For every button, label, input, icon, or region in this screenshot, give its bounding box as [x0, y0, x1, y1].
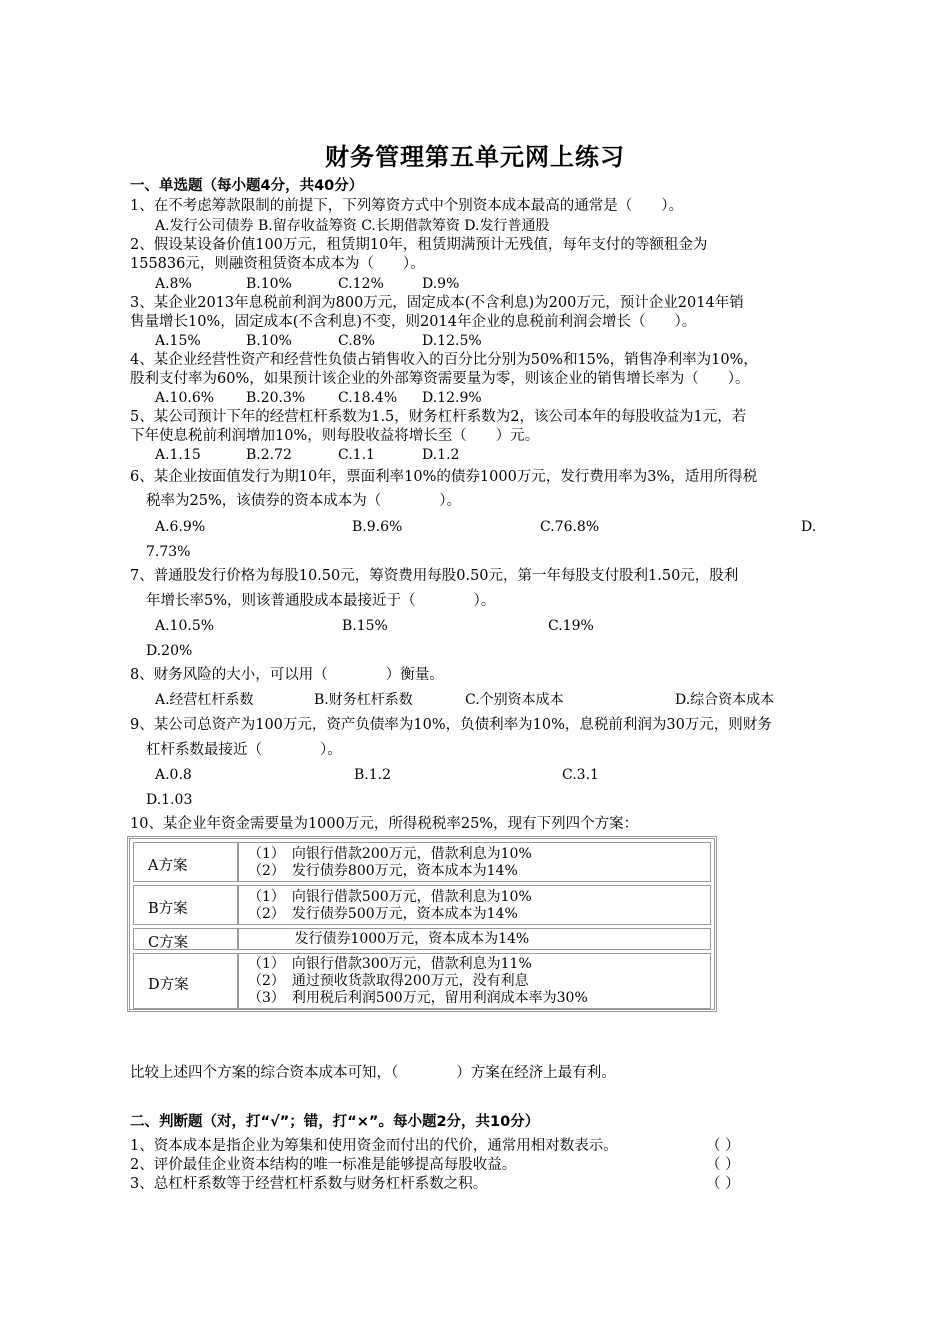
- question-2-line2: 155836元，则融资租赁资本成本为（ ）。: [130, 256, 425, 272]
- plan-item: （1） 向银行借款500万元，借款利息为10%: [248, 889, 532, 905]
- question-4-option-a: A.10.6%: [155, 390, 215, 406]
- question-6-option-d-label: D.: [801, 519, 817, 535]
- question-7-line2: 年增长率5%，则该普通股成本最接近于（ ）。: [146, 593, 496, 609]
- question-6-line1: 6、某企业按面值发行为期10年，票面利率10%的债券1000万元，发行费用率为3%，适用所得税: [130, 469, 758, 485]
- tf-answer-blank-2[interactable]: （ ）: [706, 1157, 740, 1173]
- question-6-option-d-value: 7.73%: [146, 544, 191, 560]
- question-4-line1: 4、某企业经营性资产和经营性负债占销售收入的百分比分别为50%和15%，销售净利率为10%，: [130, 352, 758, 368]
- question-7-option-d: D.20%: [146, 643, 193, 659]
- table-row: [133, 842, 711, 882]
- plan-item: （2） 发行债券800万元，资本成本为14%: [248, 863, 518, 879]
- question-7-line1: 7、普通股发行价格为每股10.50元，筹资费用每股0.50元，第一年每股支付股利1.50元，股利: [130, 568, 739, 584]
- question-1-options: A.发行公司债券 B.留存收益筹资 C.长期借款筹资 D.发行普通股: [155, 218, 550, 234]
- question-1: 1、在不考虑筹款限制的前提下，下列筹资方式中个别资本成本最高的通常是（ ）。: [130, 198, 683, 214]
- question-8-option-d: D.综合资本成本: [675, 692, 775, 708]
- plan-name: A方案: [148, 858, 188, 874]
- tf-question-2: 2、评价最佳企业资本结构的唯一标准是能够提高每股收益。: [130, 1157, 517, 1173]
- question-4-option-d: D.12.9%: [422, 390, 482, 406]
- question-3-option-b: B.10%: [246, 333, 292, 349]
- section-heading-single-choice: 一、单选题（每小题4分，共40分）: [130, 178, 364, 194]
- question-10-line1: 10、某企业年资金需要量为1000万元，所得税税率25%，现有下列四个方案：: [130, 816, 639, 832]
- question-9-option-b: B.1.2: [354, 767, 392, 783]
- question-5-option-c: C.1.1: [338, 447, 375, 463]
- tf-answer-blank-3[interactable]: （ ）: [706, 1176, 740, 1192]
- question-2-option-d: D.9%: [422, 276, 460, 292]
- question-3-line1: 3、某企业2013年息税前利润为800万元，固定成本(不含利息)为200万元，预计企业2014年销: [130, 295, 744, 311]
- question-4-option-b: B.20.3%: [246, 390, 306, 406]
- question-6-line2: 税率为25%，该债券的资本成本为（ ）。: [146, 493, 461, 509]
- question-5-option-b: B.2.72: [246, 447, 292, 463]
- question-8-option-c: C.个别资本成本: [465, 692, 564, 708]
- table-row: [133, 885, 711, 925]
- question-8-option-b: B.财务杠杆系数: [314, 692, 413, 708]
- question-4-option-c: C.18.4%: [338, 390, 398, 406]
- question-5-line2: 下年使息税前利润增加10%，则每股收益将增长至（ ）元。: [130, 428, 540, 444]
- tf-question-3: 3、总杠杆系数等于经营杠杆系数与财务杠杆系数之积。: [130, 1176, 488, 1192]
- plan-name: B方案: [148, 901, 188, 917]
- question-2-option-c: C.12%: [338, 276, 384, 292]
- question-9-line1: 9、某公司总资产为100万元，资产负债率为10%，负债利率为10%，息税前利润为30万元，则财务: [130, 717, 772, 733]
- question-5-option-d: D.1.2: [422, 447, 460, 463]
- tf-question-1: 1、资本成本是指企业为筹集和使用资金而付出的代价，通常用相对数表示。: [130, 1138, 618, 1154]
- question-9-option-d: D.1.03: [146, 792, 193, 808]
- question-2-option-b: B.10%: [246, 276, 292, 292]
- question-6-option-a: A.6.9%: [155, 519, 206, 535]
- question-2-option-a: A.8%: [155, 276, 192, 292]
- section-heading-true-false: 二、判断题（对，打“√”；错，打“×”。每小题2分，共10分）: [130, 1114, 540, 1130]
- plan-item: （1） 向银行借款200万元，借款利息为10%: [248, 846, 532, 862]
- question-9-line2: 杠杆系数最接近（ ）。: [146, 742, 342, 758]
- tf-answer-blank-1[interactable]: （ ）: [706, 1138, 740, 1154]
- question-8-option-a: A.经营杠杆系数: [155, 692, 254, 708]
- question-7-option-a: A.10.5%: [155, 618, 215, 634]
- table-row: [133, 953, 711, 1009]
- page-title: 财务管理第五单元网上练习: [325, 143, 625, 171]
- question-9-option-c: C.3.1: [562, 767, 599, 783]
- question-7-option-b: B.15%: [342, 618, 388, 634]
- question-9-option-a: A.0.8: [155, 767, 192, 783]
- question-6-option-b: B.9.6%: [352, 519, 403, 535]
- question-3-option-c: C.8%: [338, 333, 375, 349]
- question-3-line2: 售量增长10%，固定成本(不含利息)不变，则2014年企业的息税前利润会增长（ ）。: [130, 314, 697, 330]
- question-3-option-a: A.15%: [155, 333, 201, 349]
- question-8-line1: 8、财务风险的大小，可以用（ ）衡量。: [130, 667, 444, 683]
- table-row: [133, 928, 711, 950]
- plan-item: （2） 发行债券500万元，资本成本为14%: [248, 906, 518, 922]
- plans-table: [127, 836, 717, 1012]
- question-5-line1: 5、某公司预计下年的经营杠杆系数为1.5，财务杠杆系数为2，该公司本年的每股收益为1元，若: [130, 409, 747, 425]
- question-5-option-a: A.1.15: [155, 447, 201, 463]
- plan-item: （2） 通过预收货款取得200万元，没有利息: [248, 973, 529, 989]
- plan-name: C方案: [148, 935, 189, 951]
- plan-item: 发行债券1000万元，资本成本为14%: [248, 931, 530, 947]
- plan-item: （3） 利用税后利润500万元，留用利润成本率为30%: [248, 990, 588, 1006]
- question-3-option-d: D.12.5%: [422, 333, 482, 349]
- question-10-conclusion: 比较上述四个方案的综合资本成本可知，（ ）方案在经济上最有利。: [130, 1065, 616, 1081]
- question-7-option-c: C.19%: [548, 618, 594, 634]
- question-2-line1: 2、假设某设备价值100万元，租赁期10年，租赁期满预计无残值，每年支付的等额租金为: [130, 237, 708, 253]
- question-4-line2: 股利支付率为60%，如果预计该企业的外部筹资需要量为零，则该企业的销售增长率为（ ）。: [130, 371, 750, 387]
- plan-item: （1） 向银行借款300万元，借款利息为11%: [248, 956, 532, 972]
- plan-name: D方案: [148, 977, 189, 993]
- question-6-option-c: C.76.8%: [540, 519, 600, 535]
